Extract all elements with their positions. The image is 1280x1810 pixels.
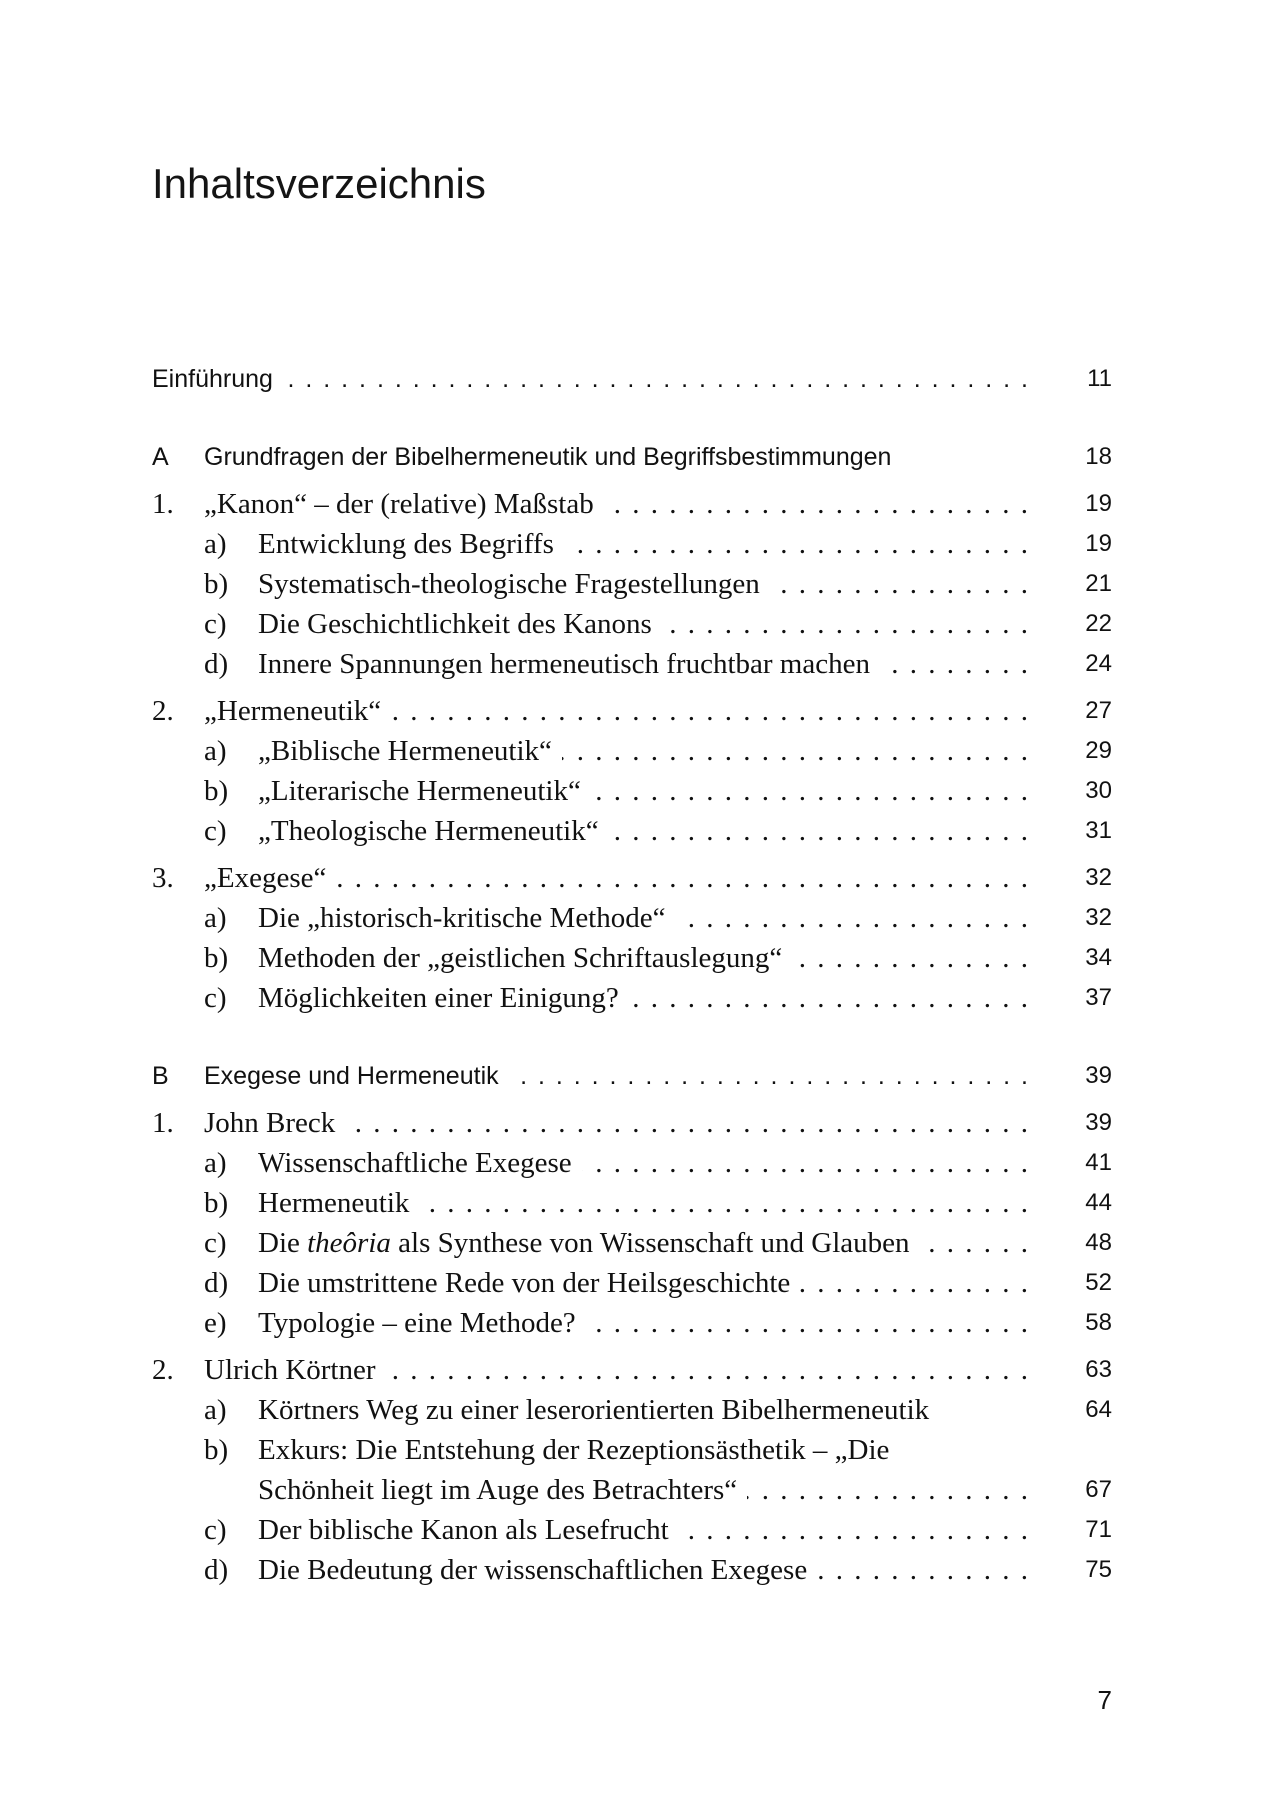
toc-entry-number: a): [204, 1147, 227, 1179]
toc-entry-number: d): [204, 1554, 229, 1586]
toc-entry-label: Exegese und Hermeneutik: [204, 1062, 509, 1090]
toc-entry-page: 41: [1085, 1149, 1112, 1176]
toc-entry-label: Grundfragen der Bibelhermeneutik und Begriffsbestimmungen: [204, 443, 901, 471]
toc-entry-label: Hermeneutik: [258, 1187, 419, 1219]
toc-entry-label: Systematisch-theologische Fragestellungen: [258, 568, 770, 600]
toc-entry-a3b[interactable]: [152, 938, 1112, 978]
toc-part-a[interactable]: [152, 437, 1112, 477]
toc-entry-a2b[interactable]: [152, 771, 1112, 811]
toc-entry-number: d): [204, 1267, 229, 1299]
toc-entry-a2c[interactable]: [152, 811, 1112, 851]
toc-entry-b2b-line1[interactable]: [152, 1430, 1112, 1470]
toc-entry-label: Typologie – eine Methode?: [258, 1307, 586, 1339]
toc-entry-number: 2.: [152, 1354, 174, 1386]
toc-entry-number: c): [204, 1514, 227, 1546]
toc-entry-number: a): [204, 902, 227, 934]
toc-entry-number: c): [204, 1227, 227, 1259]
toc-entry-number: b): [204, 1434, 229, 1466]
toc-entry-number: a): [204, 1394, 227, 1426]
toc-entry-number: b): [204, 568, 229, 600]
toc-part-letter: B: [152, 1062, 169, 1090]
toc-entry-b2a[interactable]: [152, 1390, 1112, 1430]
toc-entry-page: 31: [1085, 817, 1112, 844]
toc-entry-page: 19: [1085, 490, 1112, 517]
toc-entry-page: 24: [1085, 650, 1112, 677]
toc-entry-number: e): [204, 1307, 227, 1339]
toc-entry-page: 21: [1085, 570, 1112, 597]
toc-entry-a3c[interactable]: [152, 978, 1112, 1018]
toc-entry-a1[interactable]: [152, 484, 1112, 524]
page-number: 7: [1097, 1685, 1112, 1715]
toc-entry-a3a[interactable]: [152, 898, 1112, 938]
toc-part-b[interactable]: [152, 1056, 1112, 1096]
toc-entry-page: 19: [1085, 530, 1112, 557]
toc-entry-number: 1.: [152, 1107, 174, 1139]
toc-entry-label: Einführung: [152, 365, 283, 393]
toc-entry-number: b): [204, 942, 229, 974]
toc-entry-page: 52: [1085, 1269, 1112, 1296]
toc-entry-number: c): [204, 815, 227, 847]
table-of-contents: [152, 359, 1112, 1590]
toc-entry-label: Die „historisch-kritische Methode“: [258, 902, 676, 934]
toc-entry-b1[interactable]: [152, 1103, 1112, 1143]
toc-entry-page: 32: [1085, 864, 1112, 891]
toc-entry-label: Innere Spannungen hermeneutisch fruchtbar machen: [258, 648, 880, 680]
page-title: Inhaltsverzeichnis: [152, 160, 486, 207]
toc-entry-label: Exkurs: Die Entstehung der Rezeptionsästhetik – „Die: [258, 1434, 899, 1466]
toc-entry-page: 34: [1085, 944, 1112, 971]
toc-entry-einfuehrung[interactable]: [152, 359, 1112, 399]
toc-entry-b1d[interactable]: [152, 1263, 1112, 1303]
toc-entry-label: John Breck: [204, 1107, 345, 1139]
toc-entry-b1c[interactable]: [152, 1223, 1112, 1263]
toc-entry-label: Wissenschaftliche Exegese: [258, 1147, 582, 1179]
toc-entry-a1a[interactable]: [152, 524, 1112, 564]
toc-entry-page: 64: [1085, 1396, 1112, 1423]
toc-entry-label: „Literarische Hermeneutik“: [258, 775, 591, 807]
toc-entry-b2b-line2[interactable]: [152, 1470, 1112, 1510]
toc-entry-b2c[interactable]: [152, 1510, 1112, 1550]
toc-entry-label: Die Bedeutung der wissenschaftlichen Exegese: [258, 1554, 817, 1586]
toc-entry-page: 29: [1085, 737, 1112, 764]
toc-entry-a1c[interactable]: [152, 604, 1112, 644]
toc-entry-number: b): [204, 775, 229, 807]
toc-entry-number: c): [204, 608, 227, 640]
toc-entry-b2[interactable]: [152, 1350, 1112, 1390]
toc-entry-page: 63: [1085, 1356, 1112, 1383]
toc-entry-label: Methoden der „geistlichen Schriftauslegung“: [258, 942, 792, 974]
toc-entry-label: Die umstrittene Rede von der Heilsgeschichte: [258, 1267, 800, 1299]
toc-entry-a3[interactable]: [152, 858, 1112, 898]
toc-entry-number: a): [204, 528, 227, 560]
toc-entry-number: 2.: [152, 695, 174, 727]
toc-entry-number: c): [204, 982, 227, 1014]
toc-entry-label: Ulrich Körtner: [204, 1354, 386, 1386]
toc-entry-a2a[interactable]: [152, 731, 1112, 771]
toc-entry-a2[interactable]: [152, 691, 1112, 731]
toc-entry-label: „Hermeneutik“: [204, 695, 391, 727]
toc-entry-label: „Biblische Hermeneutik“: [258, 735, 562, 767]
emphasis-theoria: theôria: [307, 1227, 391, 1259]
toc-entry-label: „Theologische Hermeneutik“: [258, 815, 609, 847]
toc-entry-label: Körtners Weg zu einer leserorientierten Bibelhermeneutik: [258, 1394, 939, 1426]
toc-entry-number: a): [204, 735, 227, 767]
toc-entry-a1b[interactable]: [152, 564, 1112, 604]
toc-entry-page: 30: [1085, 777, 1112, 804]
toc-entry-b1e[interactable]: [152, 1303, 1112, 1343]
toc-entry-page: 75: [1085, 1556, 1112, 1583]
toc-entry-label: Der biblische Kanon als Lesefrucht: [258, 1514, 679, 1546]
toc-entry-page: 67: [1085, 1476, 1112, 1503]
toc-entry-page: 44: [1085, 1189, 1112, 1216]
toc-entry-label: „Exegese“: [204, 862, 336, 894]
toc-entry-b1b[interactable]: [152, 1183, 1112, 1223]
toc-entry-page: 71: [1085, 1516, 1112, 1543]
toc-entry-page: 58: [1085, 1309, 1112, 1336]
toc-entry-page: 32: [1085, 904, 1112, 931]
toc-entry-page: 11: [1087, 365, 1112, 392]
toc-entry-number: 1.: [152, 488, 174, 520]
toc-part-letter: A: [152, 443, 169, 471]
toc-entry-a1d[interactable]: [152, 644, 1112, 684]
toc-entry-page: 22: [1085, 610, 1112, 637]
toc-entry-page: 27: [1085, 697, 1112, 724]
toc-entry-label: Die theôria als Synthese von Wissenschaft und Glauben: [258, 1227, 920, 1259]
toc-entry-page: 39: [1085, 1062, 1112, 1089]
toc-entry-label: Die Geschichtlichkeit des Kanons: [258, 608, 662, 640]
toc-entry-page: 48: [1085, 1229, 1112, 1256]
toc-entry-label: „Kanon“ – der (relative) Maßstab: [204, 488, 604, 520]
toc-entry-label: Entwicklung des Begriffs: [258, 528, 564, 560]
toc-entry-label-continued: Schönheit liegt im Auge des Betrachters“: [258, 1474, 747, 1506]
toc-entry-number: d): [204, 648, 229, 680]
toc-entry-b1a[interactable]: [152, 1143, 1112, 1183]
toc-entry-label: Möglichkeiten einer Einigung?: [258, 982, 629, 1014]
toc-entry-page: 39: [1085, 1109, 1112, 1136]
toc-entry-number: 3.: [152, 862, 174, 894]
toc-entry-page: 18: [1085, 443, 1112, 470]
toc-entry-b2d[interactable]: [152, 1550, 1112, 1590]
toc-entry-number: b): [204, 1187, 229, 1219]
toc-entry-page: 37: [1085, 984, 1112, 1011]
